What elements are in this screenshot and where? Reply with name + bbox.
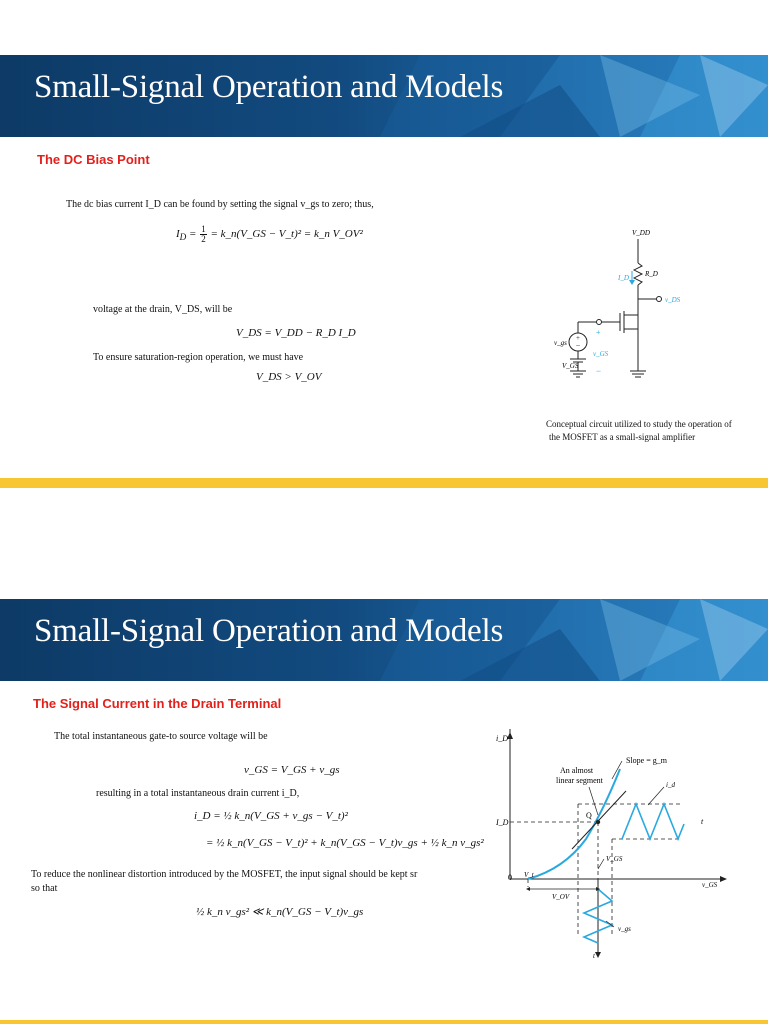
label-vgs-small: v_gs <box>618 925 631 933</box>
label-zero: 0 <box>508 873 512 882</box>
slide-1-title-banner <box>0 55 768 137</box>
label-ID: I_D <box>496 818 509 827</box>
label-VOV: V_OV <box>552 893 570 901</box>
label-vGS-axis: v_GS <box>702 881 718 889</box>
label-rd: R_D <box>645 270 658 278</box>
eq-id-bias-rhs: = k_n(V_GS − V_t)² = k_n V_OV² <box>210 228 363 241</box>
label-VGS: V_GS <box>606 855 623 863</box>
circuit-caption-line2: the MOSFET as a small-signal amplifier <box>549 432 696 442</box>
label-Q: Q <box>586 811 592 820</box>
transfer-characteristic-graph <box>494 729 734 959</box>
label-Vt: V_t <box>524 871 534 879</box>
gate-source-intro: The total instantaneous gate-to source voltage will be <box>54 731 268 742</box>
eq-saturation: V_DS > V_OV <box>256 371 322 383</box>
eq-vgs-total: v_GS = V_GS + v_gs <box>244 764 340 776</box>
eq-id-total-2: = ½ k_n(V_GS − V_t)² + k_n(V_GS − V_t)v_gs + ½ k_n v_gs² <box>206 837 484 849</box>
circuit-caption-line1: Conceptual circuit utilized to study the operation of <box>546 419 732 429</box>
label-plus: + <box>596 328 601 337</box>
label-VGS: V_GS <box>562 362 579 370</box>
slide-1 <box>0 55 768 478</box>
slide-2-gold-bar <box>0 1020 768 1024</box>
slide-1-subtitle: The DC Bias Point <box>37 152 150 167</box>
label-vdd: V_DD <box>632 229 650 237</box>
label-vgs: v_GS <box>593 350 609 358</box>
svg-text:−: − <box>575 341 581 350</box>
drain-voltage-text: voltage at the drain, V_DS, will be <box>93 304 233 315</box>
label-vgs-source: v_gs <box>554 339 567 347</box>
label-id-small: i_d <box>666 781 675 789</box>
dc-bias-intro: The dc bias current I_D can be found by setting the signal v_gs to zero; thus, <box>66 199 374 210</box>
slide-2-subtitle: The Signal Current in the Drain Terminal <box>33 696 282 711</box>
eq-condition: ½ k_n v_gs² ≪ k_n(V_GS − V_t)v_gs <box>196 906 364 918</box>
slide-2-title: Small-Signal Operation and Models <box>34 613 504 649</box>
label-iD-axis: i_D <box>496 734 508 743</box>
label-id: I_D <box>618 274 629 282</box>
svg-text:+: + <box>576 334 580 342</box>
saturation-text: To ensure saturation-region operation, we must have <box>93 352 304 363</box>
label-almost: An almost <box>560 766 594 775</box>
eq-id-total-1: i_D = ½ k_n(V_GS + v_gs − V_t)² <box>194 810 348 822</box>
distortion-text: To reduce the nonlinear distortion introduced by the MOSFET, the input signal should be kept sr <box>31 869 418 880</box>
eq-id-bias: $I_D$ = $\frac{1}{2}$ = k_n(V_GS − V_t)² = k_n V_OV² <box>176 224 363 244</box>
slide-2 <box>0 599 768 1021</box>
label-t-horizontal: t <box>701 817 704 826</box>
slide-1-title: Small-Signal Operation and Models <box>34 69 504 105</box>
drain-current-text: resulting in a total instantaneous drain current i_D, <box>96 788 300 799</box>
id-signal-wave <box>622 804 684 839</box>
slide-2-title-banner <box>0 599 768 681</box>
mosfet-circuit-diagram <box>540 223 740 423</box>
label-slope: Slope = g_m <box>626 756 667 765</box>
so-that-text: so that <box>31 883 58 894</box>
slide-1-gold-bar <box>0 478 768 488</box>
eq-vds: V_DS = V_DD − R_D I_D <box>236 327 356 339</box>
label-linear-segment: linear segment <box>556 776 603 785</box>
label-vds: v_DS <box>665 296 681 304</box>
label-minus: − <box>596 366 602 376</box>
label-t-vertical: t <box>593 952 595 959</box>
